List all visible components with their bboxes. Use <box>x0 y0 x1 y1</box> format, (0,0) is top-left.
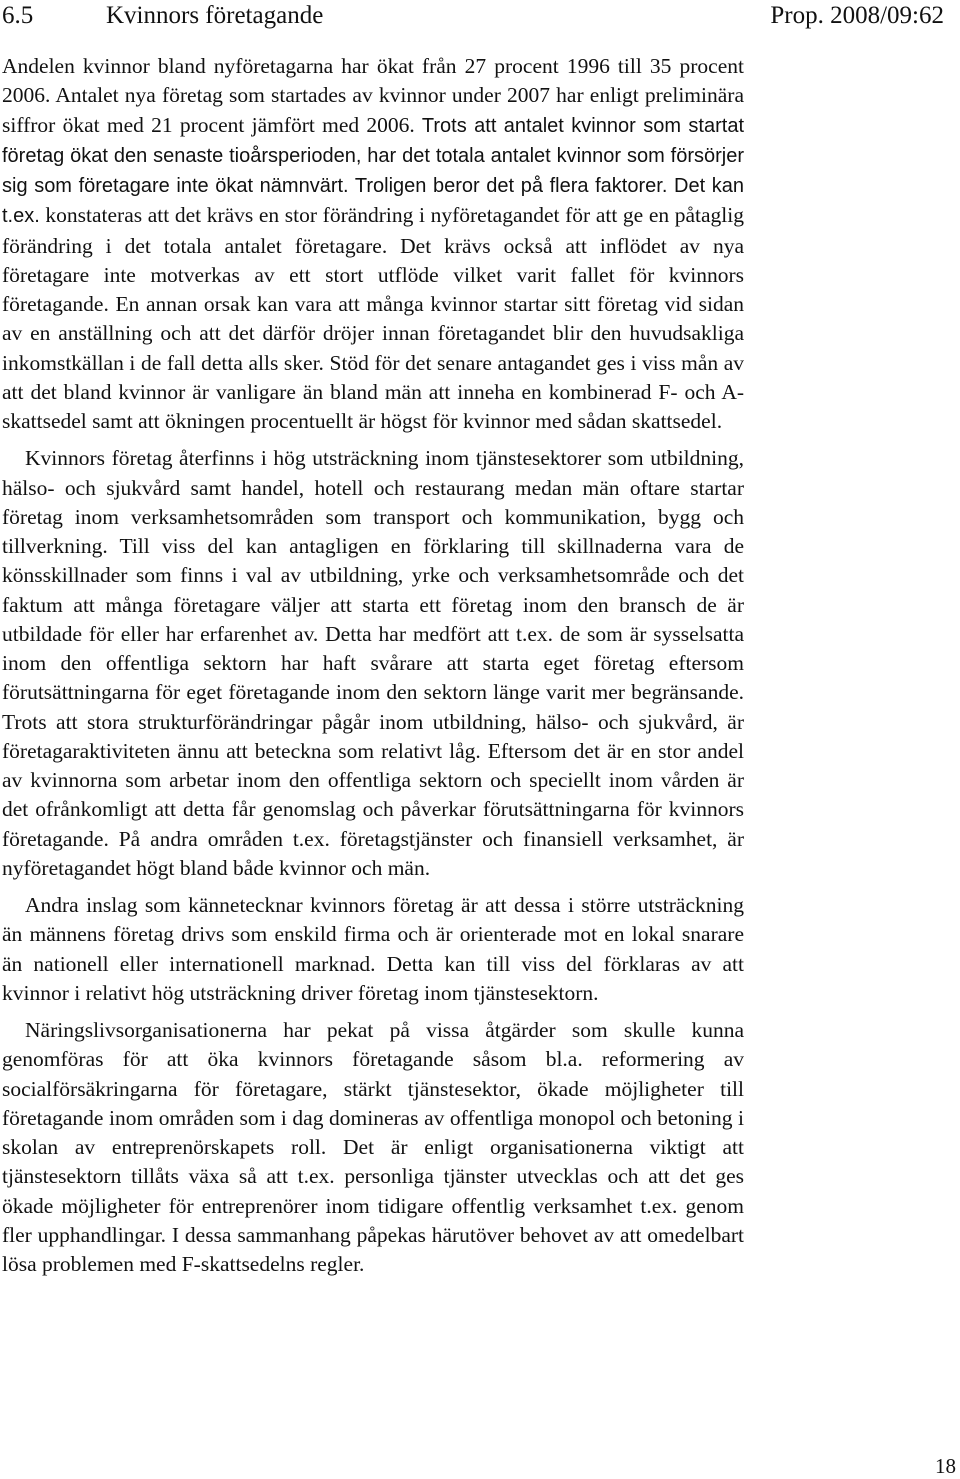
paragraph-1-part-c: konstateras att det krävs en stor förändring i nyföretagandet för att ge en påtaglig förändring i det totala antalet företagare. Det krävs också att inflödet av nya företagare inte motverkas av ett stort utflöde vilket varit fallet för kvinnors företagande. En annan orsak kan vara att många kvinnor startar sitt företag vid sidan av en anställning och att det därför dröjer innan företagandet blir den huvudsakliga inkomstkällan i de fall detta alls sker. Stöd för det senare antagandet ges i viss mån av att det bland kvinnor är vanligare än bland män att inneha en kombinerad F- och A-skattsedel samt att ökningen procentuellt är högst för kvinnor med sådan skattsedel. <box>2 203 744 433</box>
paragraph-1 <box>2 52 744 436</box>
paragraph-2: Kvinnors företag återfinns i hög utsträckning inom tjänstesektorer som utbildning, hälso- och sjukvård samt handel, hotell och restaurang medan män oftare startar företag inom verksamhetsområden som transport och kommunikation, bygg och tillverkning. Till viss del kan antagligen en förklaring till skillnaderna vara de könsskillnader som finns i val av utbildning, yrke och verksamhetsområde och det faktum att många företagare väljer att starta ett företag inom den bransch de är utbildade för eller har erfarenhet av. Detta har medfört att t.ex. de som är sysselsatta inom den offentliga sektorn har haft svårare att starta eget företag eftersom förutsättningarna för eget företagande inom den sektorn länge varit mer begränsande. Trots att stora strukturförändringar pågår inom utbildning, hälso- och sjukvård, är företagaraktiviteten ännu att beteckna som relativt låg. Eftersom det är en stor andel av kvinnorna som arbetar inom den offentliga sektorn och speciellt inom vården är det ofrånkomligt att detta får genomslag och påverkar förutsättningarna för kvinnors företagande. På andra områden t.ex. företagstjänster och finansiell verksamhet, är nyföretagandet högt bland både kvinnor och män. <box>2 446 744 880</box>
proposition-reference: Prop. 2008/09:62 <box>770 2 944 29</box>
paragraph-1-part-b: Trots att antalet kvinnor som startat företag ökat den senaste tioårsperioden, har det totala antalet kvinnor som försörjer sig som företagare inte ökat nämnvärt. Troligen beror det på flera faktorer. Det kan t.ex. <box>2 114 745 228</box>
section-title: Kvinnors företagande <box>106 2 324 29</box>
paragraph-3: Andra inslag som kännetecknar kvinnors företag är att dessa i större utsträckning än männens företag drivs som enskild firma och är orienterade mot en lokal snarare än nationell eller internationell marknad. Detta kan till viss del förklaras av att kvinnor i relativt hög utsträckning driver företag inom tjänstesektorn. <box>2 893 744 1005</box>
body-text <box>2 52 744 1279</box>
section-heading <box>2 2 323 30</box>
paragraph-1-part-a: Andelen kvinnor bland nyföretagarna har ökat från 27 procent 1996 till 35 procent 2006. Antalet nya företag som startades av kvinnor under 2007 har enligt preliminära siffror ökat med 21 procent jämfört med 2006. <box>2 54 744 137</box>
section-number: 6.5 <box>2 2 34 29</box>
page-number: 18 <box>935 1454 956 1478</box>
paragraph-4: Näringslivsorganisationerna har pekat på vissa åtgärder som skulle kunna genomföras för att öka kvinnors företagande såsom bl.a. reformering av socialförsäkringarna för företagare, stärkt tjänstesektor, ökade möjligheter till företagande inom områden som i dag domineras av offentliga monopol och betoning i skolan av entreprenörskapets roll. Det är enligt organisationerna viktigt att tjänstesektorn tillåts växa så att t.ex. personliga tjänster utvecklas och att det ges ökade möjligheter för entreprenörer inom tidigare offentlig verksamhet t.ex. genom fler upphandlingar. I dessa sammanhang påpekas härutöver behovet av att omedelbart lösa problemen med F-skattsedelns regler. <box>2 1018 744 1276</box>
